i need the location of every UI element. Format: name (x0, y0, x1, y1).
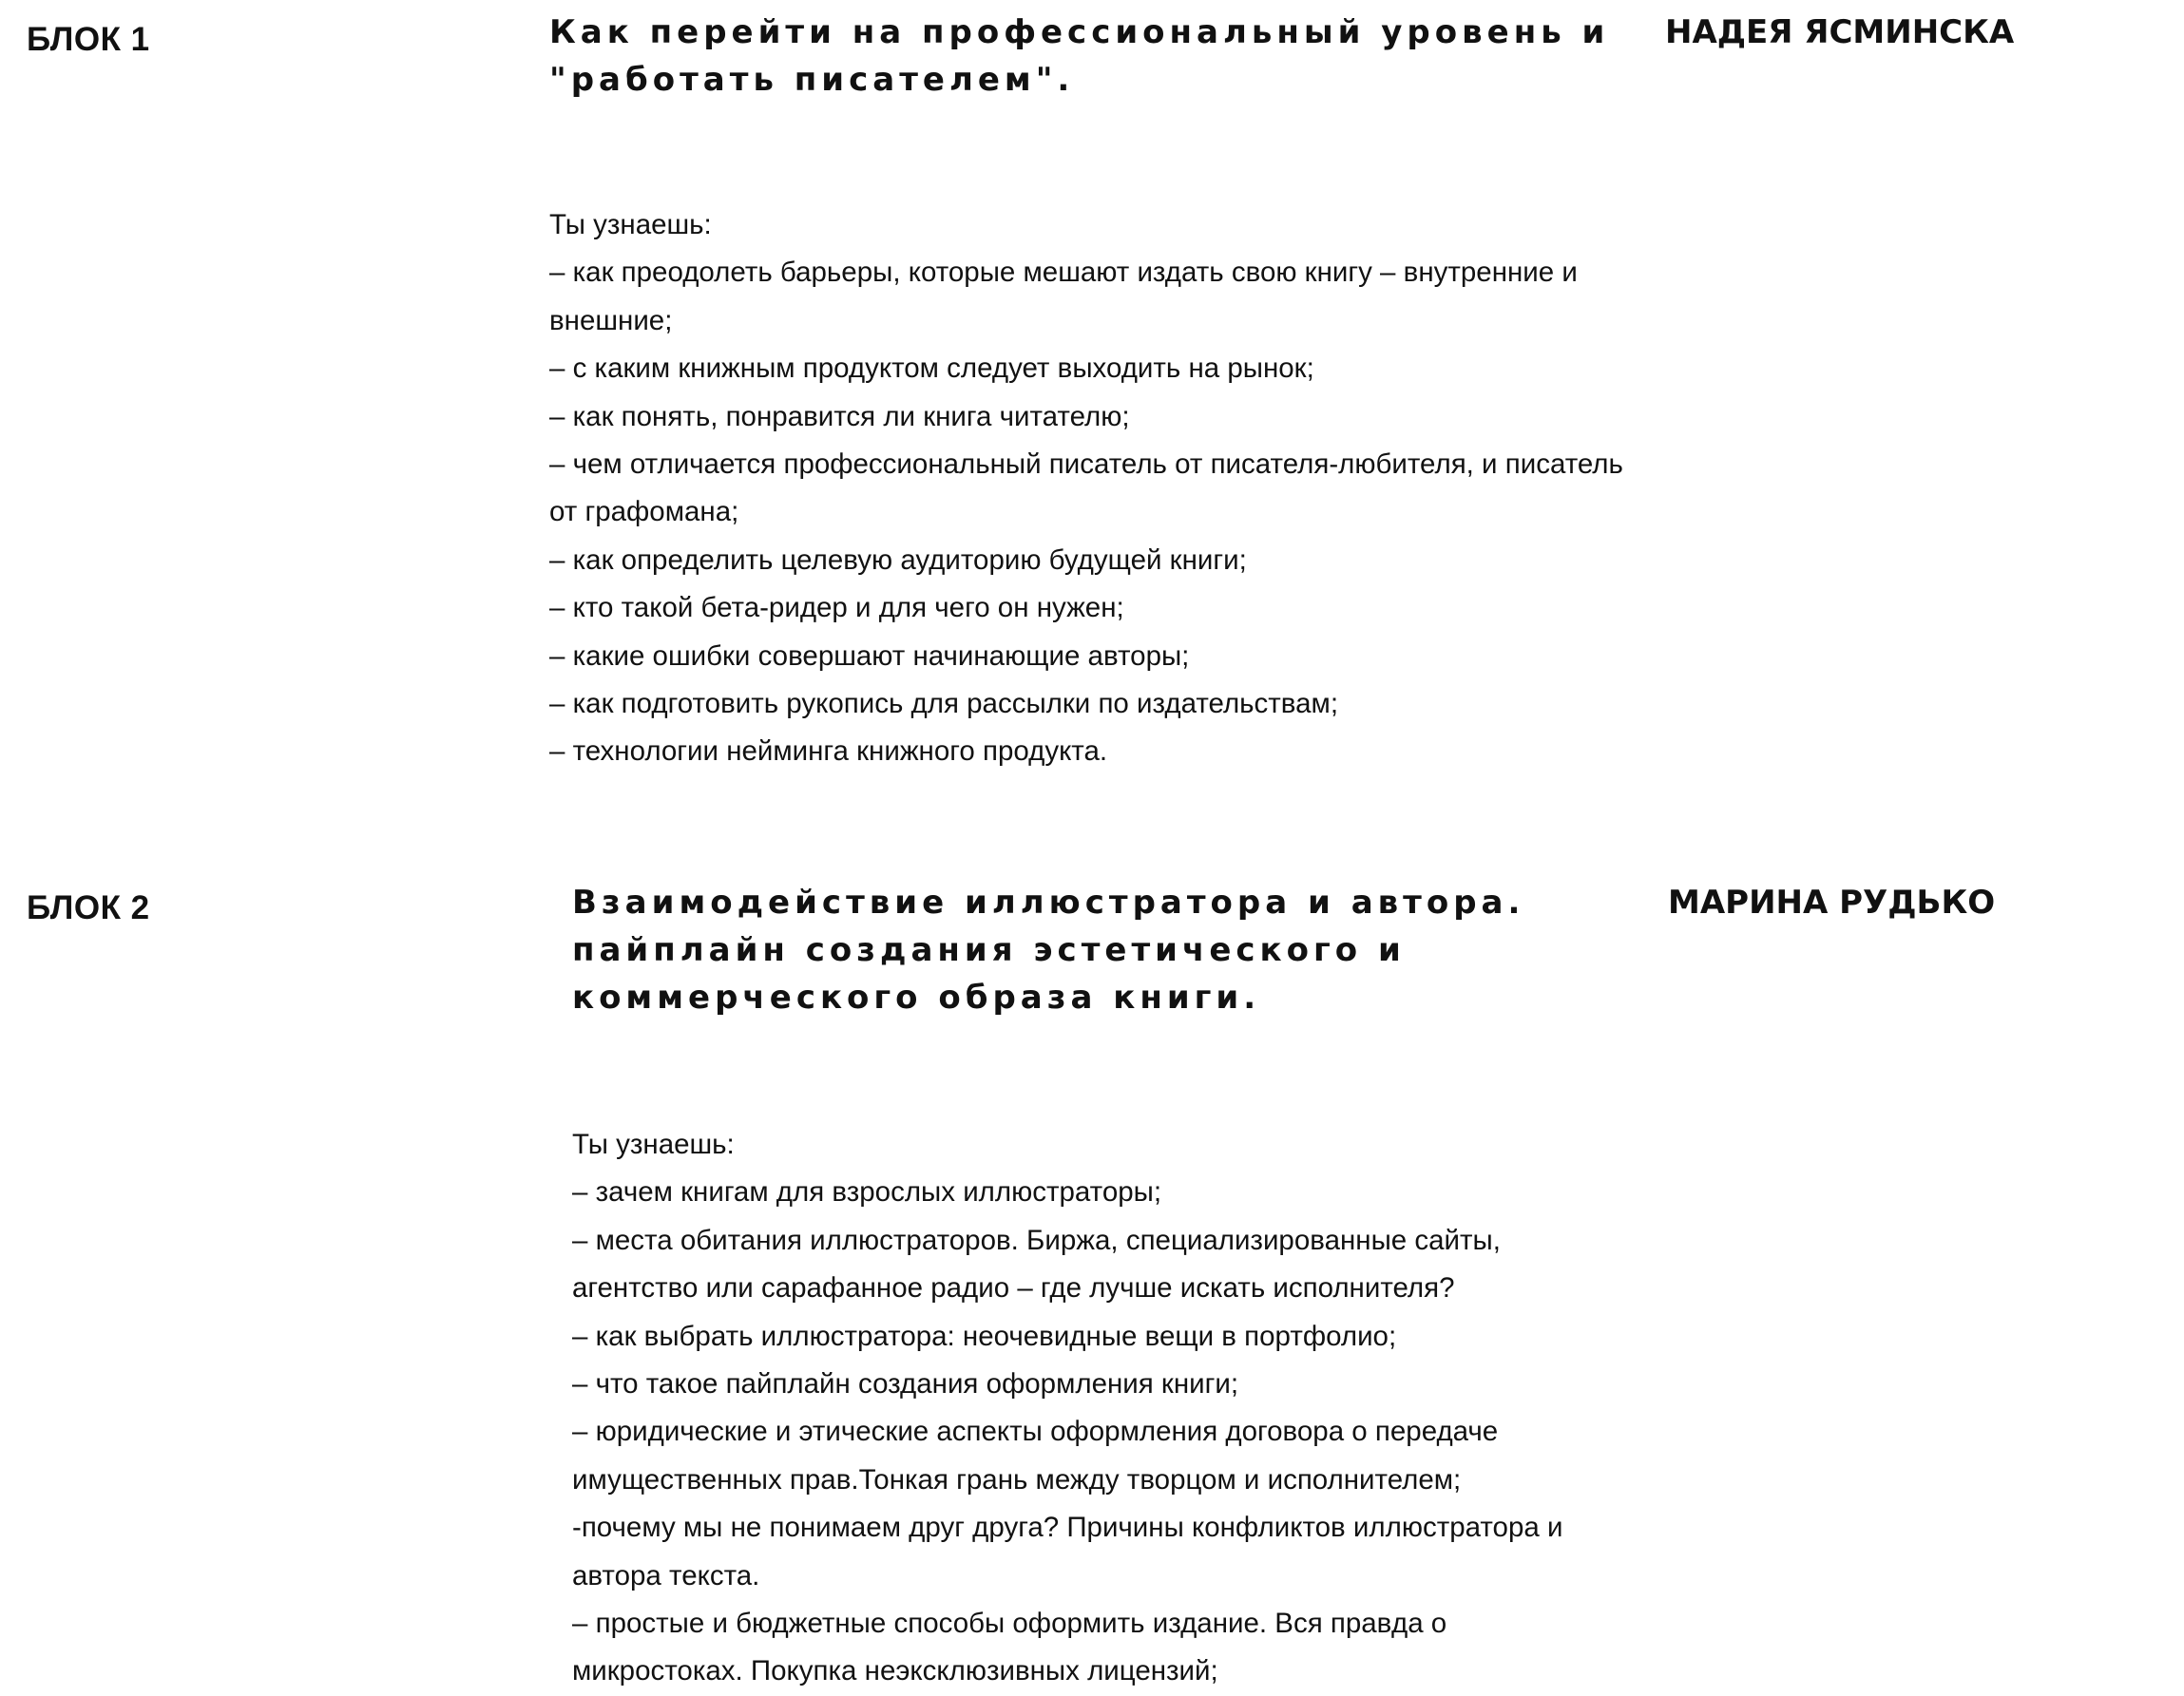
list-item: – юридические и этические аспекты оформления договора о передаче имущественных прав.Тонкая грань между творцом и исполнителем; (572, 1416, 1499, 1496)
list-item: – зачем книгам для взрослых иллюстраторы; (572, 1176, 1162, 1209)
list-item: – простые и бюджетные способы оформить издание. Вся правда о микростоках. Покупка неэксклюзивных лицензий; (572, 1608, 1447, 1687)
block-title: Как перейти на профессиональный уровень и "работать писателем". (549, 13, 1610, 99)
block-title: Взаимодействие иллюстратора и автора. пайплайн создания эстетического и коммерческого образа книги. (572, 884, 1525, 1017)
speaker-name: НАДЕЯ ЯСМИНСКА (1665, 13, 2015, 51)
list-item: – как выбрать иллюстратора: неочевидные вещи в портфолио; (572, 1320, 1397, 1352)
list-item: – какие ошибки совершают начинающие авторы; (549, 639, 1190, 672)
list-item: – кто такой бета-ридер и для чего он нужен; (549, 592, 1124, 624)
program-block-2 (0, 855, 2184, 1687)
topics-list (549, 249, 1652, 775)
intro-text: Ты узнаешь: (572, 1129, 735, 1160)
list-item: – как определить целевую аудиторию будущей книги; (549, 543, 1247, 576)
list-item: – как понять, понравится ли книга читателю; (549, 400, 1130, 432)
list-item: – чем отличается профессиональный писатель от писателя-любителя, и писатель от графомана; (549, 448, 1623, 528)
program-block-1 (0, 0, 2184, 836)
block-label: БЛОК 1 (27, 21, 150, 58)
list-item: – что такое пайплайн создания оформления книги; (572, 1368, 1239, 1401)
list-item: – с каким книжным продуктом следует выходить на рынок; (549, 353, 1314, 385)
list-item: – как подготовить рукопись для рассылки по издательствам; (549, 688, 1339, 720)
block-description (572, 1121, 1618, 1696)
list-item: – как преодолеть барьеры, которые мешают издать свою книгу – внутренние и внешние; (549, 257, 1578, 336)
speaker-name: МАРИНА РУДЬКО (1668, 884, 1996, 922)
list-item: -почему мы не понимаем друг друга? Причины конфликтов иллюстратора и автора текста. (572, 1512, 1563, 1591)
block-label: БЛОК 2 (27, 889, 150, 926)
list-item: – технологии нейминга книжного продукта. (549, 735, 1108, 768)
topics-list (572, 1169, 1618, 1695)
list-item: – места обитания иллюстраторов. Биржа, специализированные сайты, агентство или сарафанное радио – где лучше искать исполнителя? (572, 1224, 1501, 1305)
block-description (549, 201, 1652, 776)
intro-text: Ты узнаешь: (549, 209, 712, 240)
